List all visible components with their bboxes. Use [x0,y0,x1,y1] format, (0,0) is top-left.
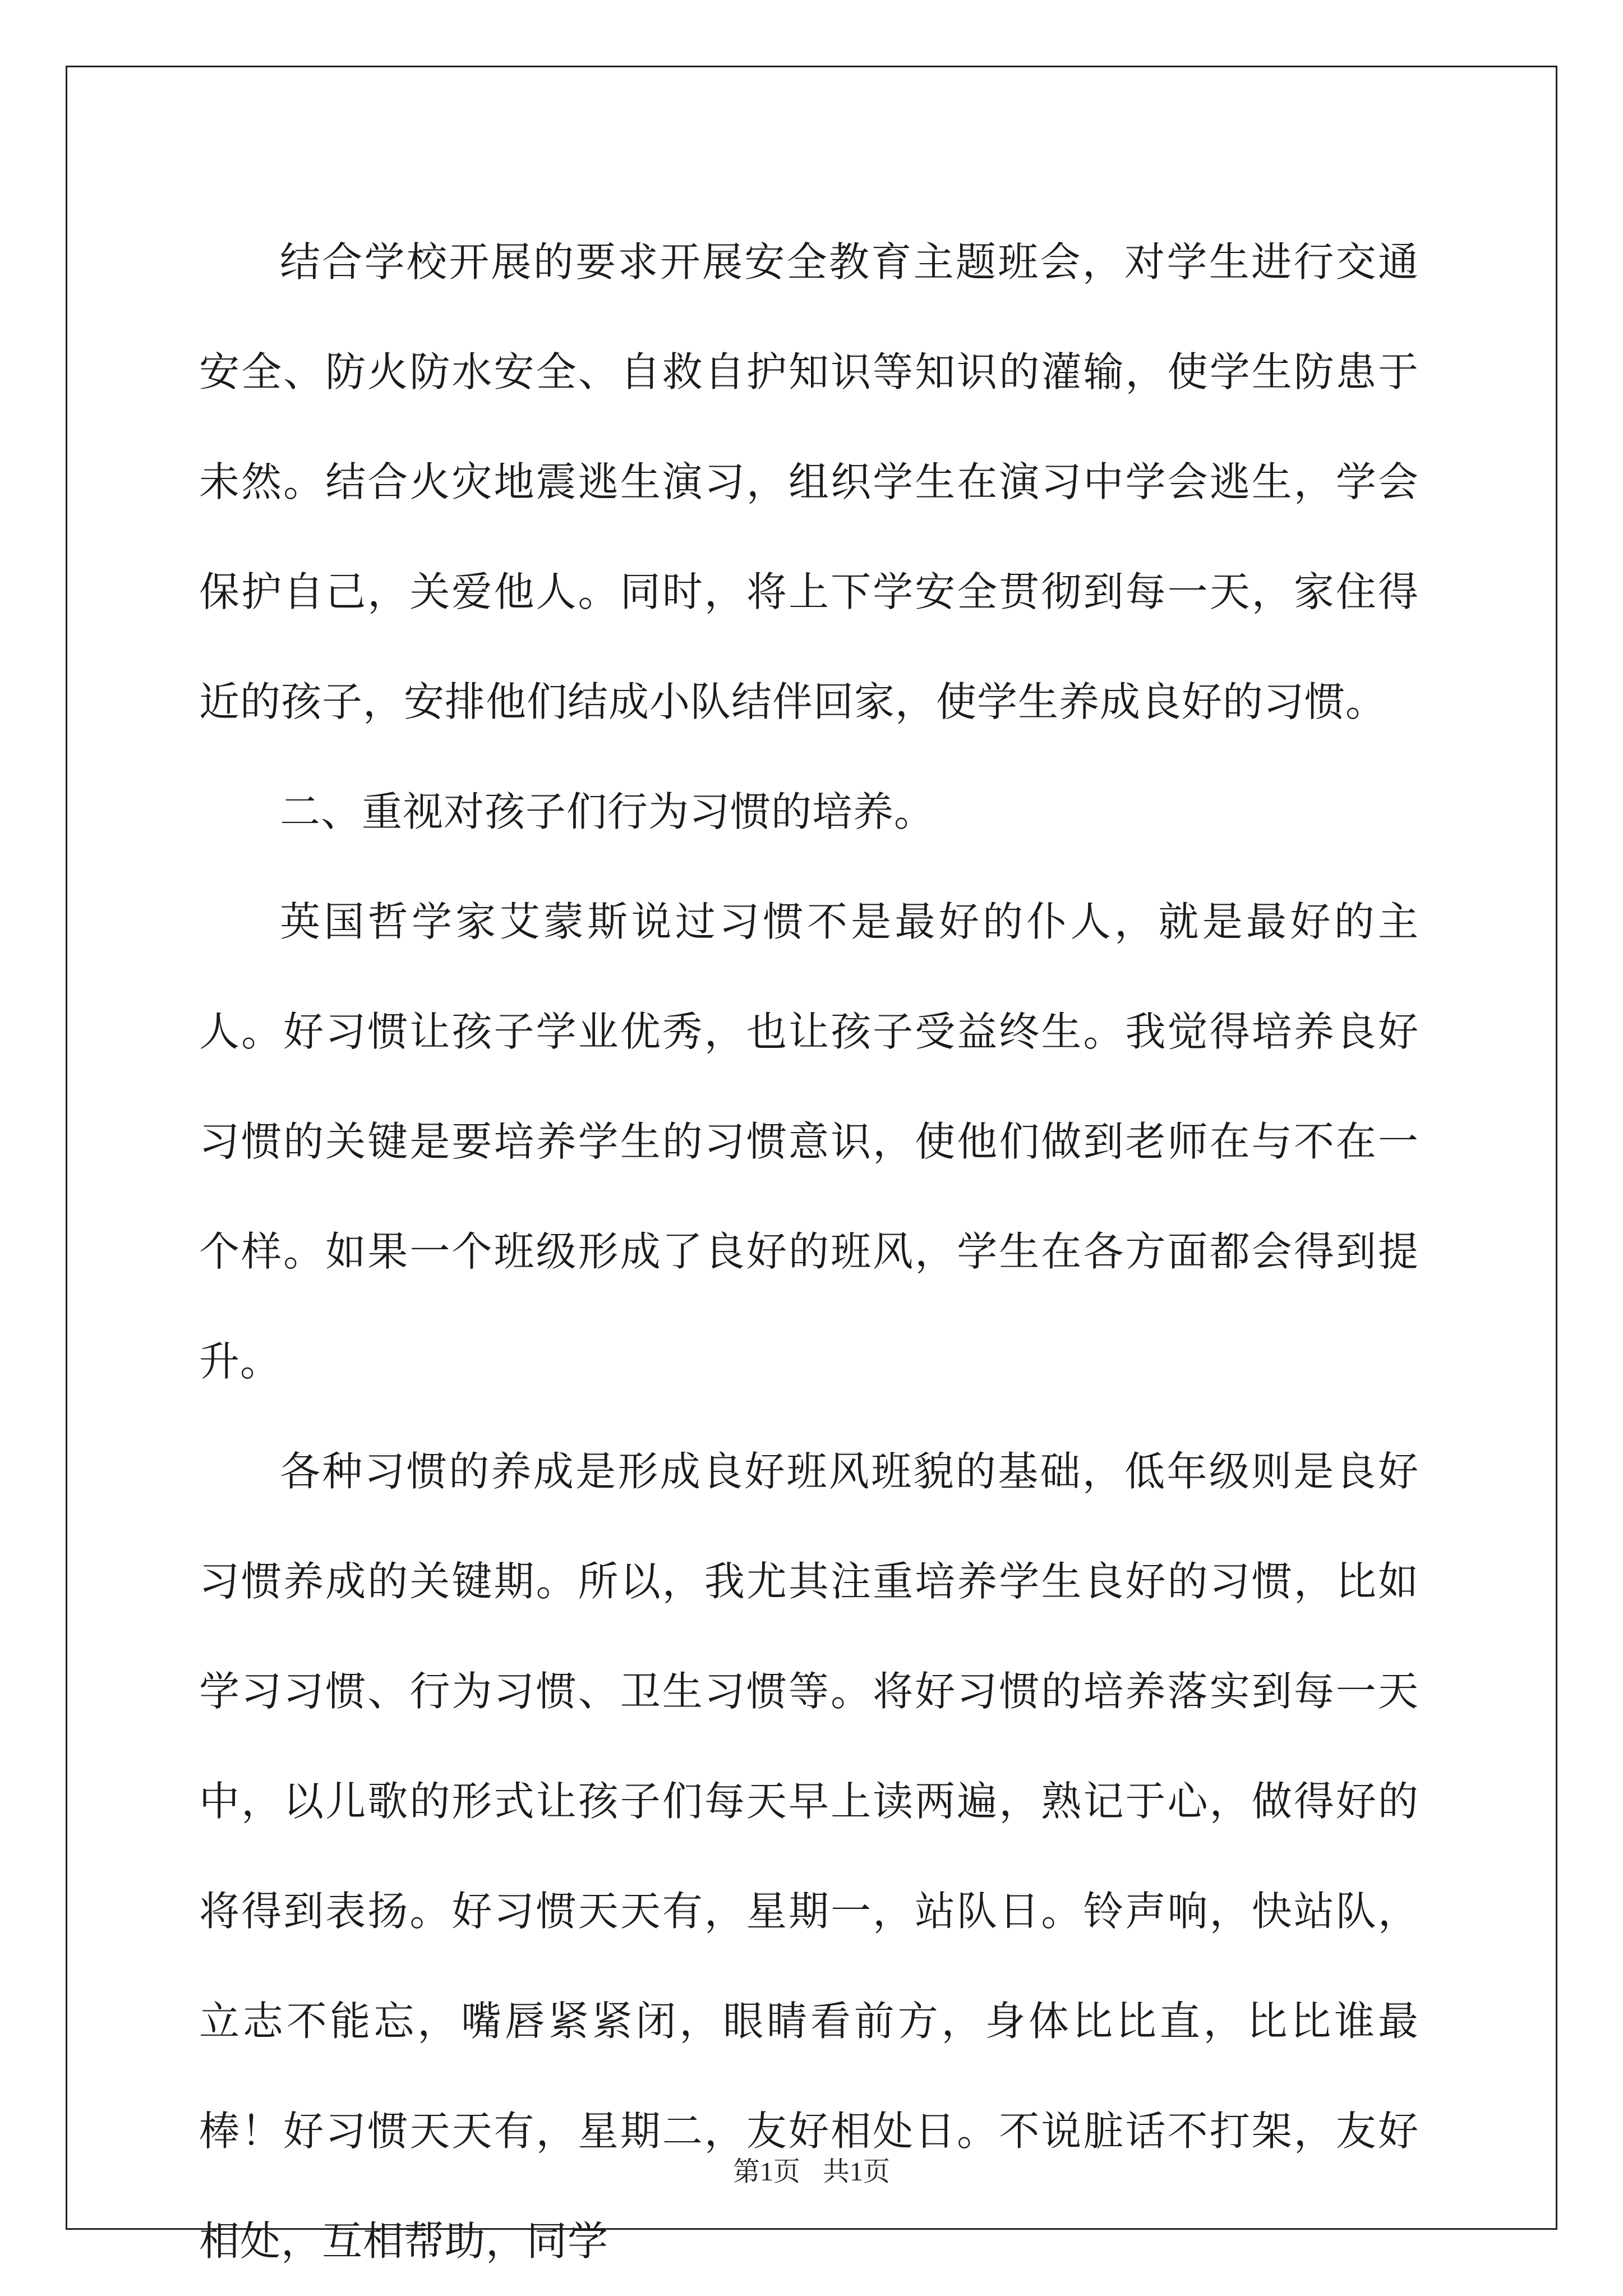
paragraph-habit-quote: 英国哲学家艾蒙斯说过习惯不是最好的仆人，就是最好的主人。好习惯让孩子学业优秀，也让孩子受益终生。我觉得培养良好习惯的关键是要培养学生的习惯意识，使他们做到老师在与不在一个样。如果一个班级形成了良好的班风，学生在各方面都会得到提升。 [199,898,1419,1385]
document-body [199,207,1419,2296]
paragraph-safety-education: 结合学校开展的要求开展安全教育主题班会，对学生进行交通安全、防火防水安全、自救自护知识等知识的灌输，使学生防患于未然。结合火灾地震逃生演习，组织学生在演习中学会逃生，学会保护自己，关爱他人。同时，将上下学安全贯彻到每一天，家住得近的孩子，安排他们结成小队结伴回家，使学生养成良好的习惯。 [199,238,1419,725]
page-footer [0,2150,1623,2188]
page-total: 共1页 [823,2157,891,2187]
paragraph-heading-habits: 二、重视对孩子们行为习惯的培养。 [280,788,935,835]
paragraph-habit-formation: 各种习惯的养成是形成良好班风班貌的基础，低年级则是良好习惯养成的关键期。所以，我尤其注重培养学生良好的习惯，比如学习习惯、行为习惯、卫生习惯等。将好习惯的培养落实到每一天中，以儿歌的形式让孩子们每天早上读两遍，熟记于心，做得好的将得到表扬。好习惯天天有，星期一，站队日。铃声响，快站队，立志不能忘，嘴唇紧紧闭，眼睛看前方，身体比比直，比比谁最棒！好习惯天天有，星期二，友好相处日。不说脏话不打架，友好相处，互相帮助，同学 [199,1448,1419,2265]
page-number: 第1页 [732,2157,800,2187]
